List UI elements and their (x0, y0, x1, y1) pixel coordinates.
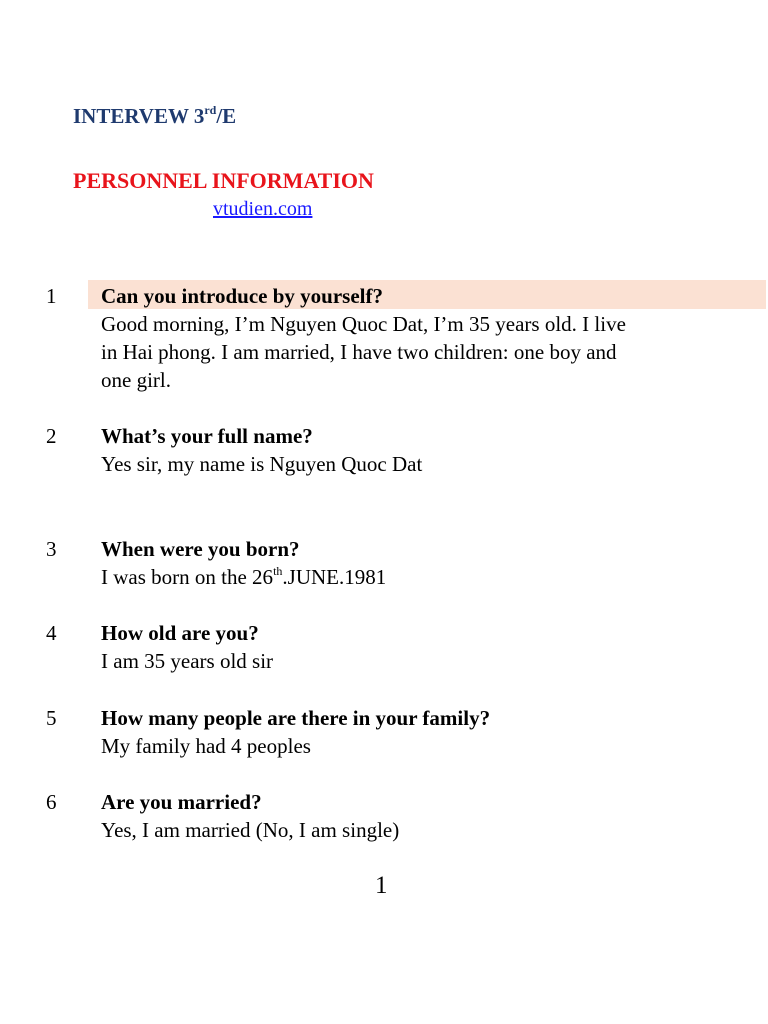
qa-number: 2 (46, 424, 57, 448)
qa-answer-line: in Hai phong. I am married, I have two children: one boy and (101, 340, 617, 364)
qa-number: 3 (46, 537, 57, 561)
qa-answer-superscript: th (273, 564, 283, 578)
qa-body (101, 619, 756, 675)
qa-answer-suffix: .JUNE.1981 (282, 565, 387, 589)
document-title-superscript: rd (204, 103, 217, 117)
qa-number: 1 (46, 284, 57, 308)
document-title-suffix: /E (216, 104, 237, 128)
qa-body (101, 535, 756, 591)
site-link[interactable]: vtudien.com (213, 198, 313, 220)
qa-answer (101, 563, 756, 591)
qa-answer-text: I was born on the 26 (101, 565, 274, 589)
qa-answer-line: Good morning, I’m Nguyen Quoc Dat, I’m 35 years old. I live (101, 312, 626, 336)
qa-question: Are you married? (101, 790, 262, 814)
qa-number: 4 (46, 621, 57, 645)
qa-number: 5 (46, 706, 57, 730)
qa-question: How old are you? (101, 621, 259, 645)
qa-answer: I am 35 years old sir (101, 649, 274, 673)
qa-answer: Yes sir, my name is Nguyen Quoc Dat (101, 452, 423, 476)
qa-question: How many people are there in your family? (101, 706, 491, 730)
qa-question: When were you born? (101, 537, 300, 561)
qa-body (101, 282, 756, 394)
qa-answer: My family had 4 peoples (101, 734, 311, 758)
qa-answer: Yes, I am married (No, I am single) (101, 818, 400, 842)
qa-number: 6 (46, 790, 57, 814)
document-title-text: INTERVEW 3 (73, 104, 205, 128)
qa-body (101, 788, 756, 844)
qa-question: What’s your full name? (101, 424, 313, 448)
document-title (73, 104, 236, 129)
qa-question: Can you introduce by yourself? (101, 284, 383, 308)
section-title: PERSONNEL INFORMATION (73, 168, 374, 193)
qa-body (101, 704, 756, 760)
qa-body (101, 422, 756, 478)
qa-answer-line: one girl. (101, 368, 171, 392)
page-number: 1 (375, 872, 388, 899)
